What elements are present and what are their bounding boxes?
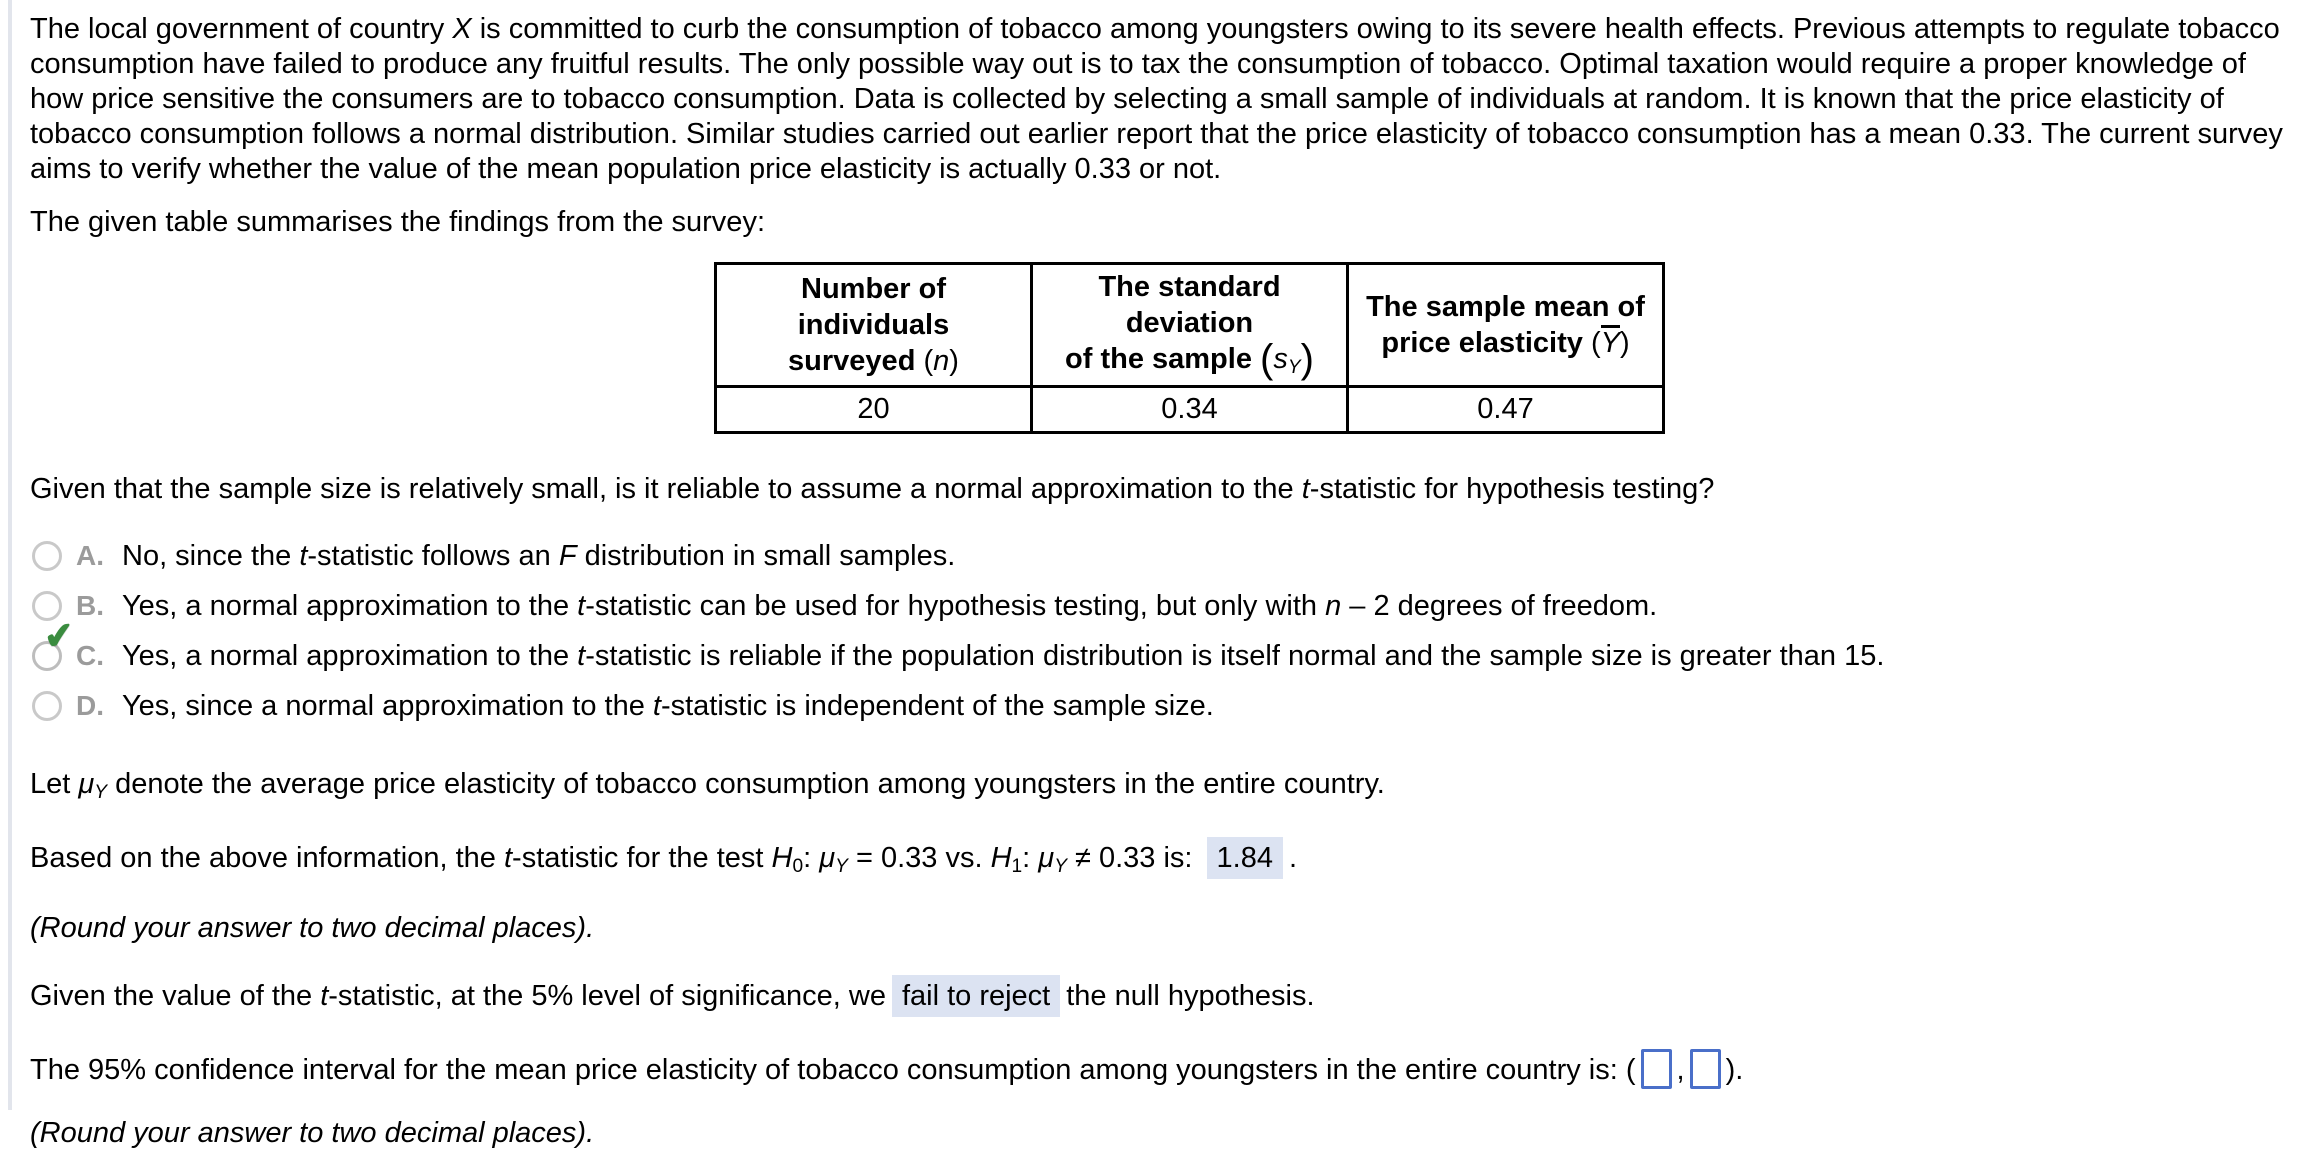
t-statistic-line: Based on the above information, the t-statistic for the test H0: μY = 0.33 vs. H1: μY ≠ 0.33 is: 1.84 . [30, 835, 2294, 885]
table-value-row [716, 387, 1664, 433]
option-text-d: Yes, since a normal approximation to the t-statistic is independent of the sample size. [122, 689, 1214, 722]
option-row-a[interactable] [30, 531, 2294, 581]
significance-line: Given the value of the t-statistic, at the 5% level of significance, we fail to reject the null hypothesis. [30, 974, 2294, 1018]
intro-text-post: is committed to curb the consumption of tobacco among youngsters owing to its severe health effects. Previous attempts to regulate tobacco consumption have failed to produce any fruitful results. The only possible way out is to tax the consumption of tobacco. Optimal taxation would require a proper knowledge of how price sensitive the consumers are to tobacco consumption. Data is collected by selecting a small sample of individuals at random. It is known that the price elasticity of tobacco consumption follows a normal distribution. Similar studies carried out earlier report that the price elasticity of tobacco consumption has a mean 0.33. The current survey aims to verify whether the value of the mean population price elasticity is actually 0.33 or not. [30, 13, 2283, 185]
survey-findings-table [714, 262, 1665, 434]
ci-upper-input[interactable] [1690, 1049, 1721, 1089]
option-row-c[interactable] [30, 613, 2294, 681]
option-row-d[interactable] [30, 681, 2294, 731]
hypothesis-decision-field[interactable]: fail to reject [892, 975, 1060, 1017]
n-variable: n [933, 345, 950, 377]
rounding-note-2: (Round your answer to two decimal places). [30, 1117, 595, 1149]
option-row-b[interactable] [30, 581, 2294, 631]
question-panel [30, 0, 2294, 1151]
header-standard-deviation: The standard deviation of the sample (sY) [1032, 264, 1348, 387]
value-mean: 0.47 [1348, 387, 1664, 433]
option-text-c: Yes, a normal approximation to the t-statistic is reliable if the population distribution is itself normal and the sample size is greater than 15. [122, 639, 1885, 672]
value-n: 20 [716, 387, 1032, 433]
mc-options-group [30, 531, 2294, 731]
y-bar-variable: Y [1600, 327, 1620, 359]
value-sd: 0.34 [1032, 387, 1348, 433]
mc-question-text: Given that the sample size is relatively small, is it reliable to assume a normal approximation to the t-statistic for hypothesis testing? [30, 473, 1715, 505]
rounding-note-1: (Round your answer to two decimal places). [30, 912, 595, 944]
ci-lower-input[interactable] [1641, 1049, 1672, 1089]
option-letter-c: C. [76, 640, 104, 671]
option-text-a: No, since the t-statistic follows an F distribution in small samples. [122, 539, 956, 572]
correct-check-icon: ✔ [41, 613, 77, 658]
header-number-surveyed: Number of individuals surveyed (n) [716, 264, 1032, 387]
t-statistic-answer-field[interactable]: 1.84 [1207, 837, 1283, 879]
country-x-variable: X [452, 13, 472, 45]
header-sample-mean: The sample mean of price elasticity (Y) [1348, 264, 1664, 387]
confidence-interval-line: The 95% confidence interval for the mean price elasticity of tobacco consumption among youngsters in the entire country is: ( , ). [30, 1046, 2294, 1094]
option-text-b: Yes, a normal approximation to the t-statistic can be used for hypothesis testing, but only with n – 2 degrees of freedom. [122, 589, 1658, 622]
table-intro-text: The given table summarises the findings from the survey: [30, 206, 765, 238]
option-letter-d: D. [76, 690, 104, 721]
option-letter-b: B. [76, 590, 104, 621]
s-variable: s [1273, 343, 1288, 375]
table-header-row [716, 264, 1664, 387]
radio-button-d[interactable] [32, 691, 62, 721]
radio-button-a[interactable] [32, 541, 62, 571]
intro-text-pre: The local government of country [30, 13, 453, 45]
mu-definition-line: Let μY denote the average price elasticity of tobacco consumption among youngsters in the entire country. [30, 768, 1385, 804]
panel-left-border [8, 0, 12, 1110]
intro-paragraph [30, 12, 2294, 187]
option-letter-a: A. [76, 540, 104, 571]
